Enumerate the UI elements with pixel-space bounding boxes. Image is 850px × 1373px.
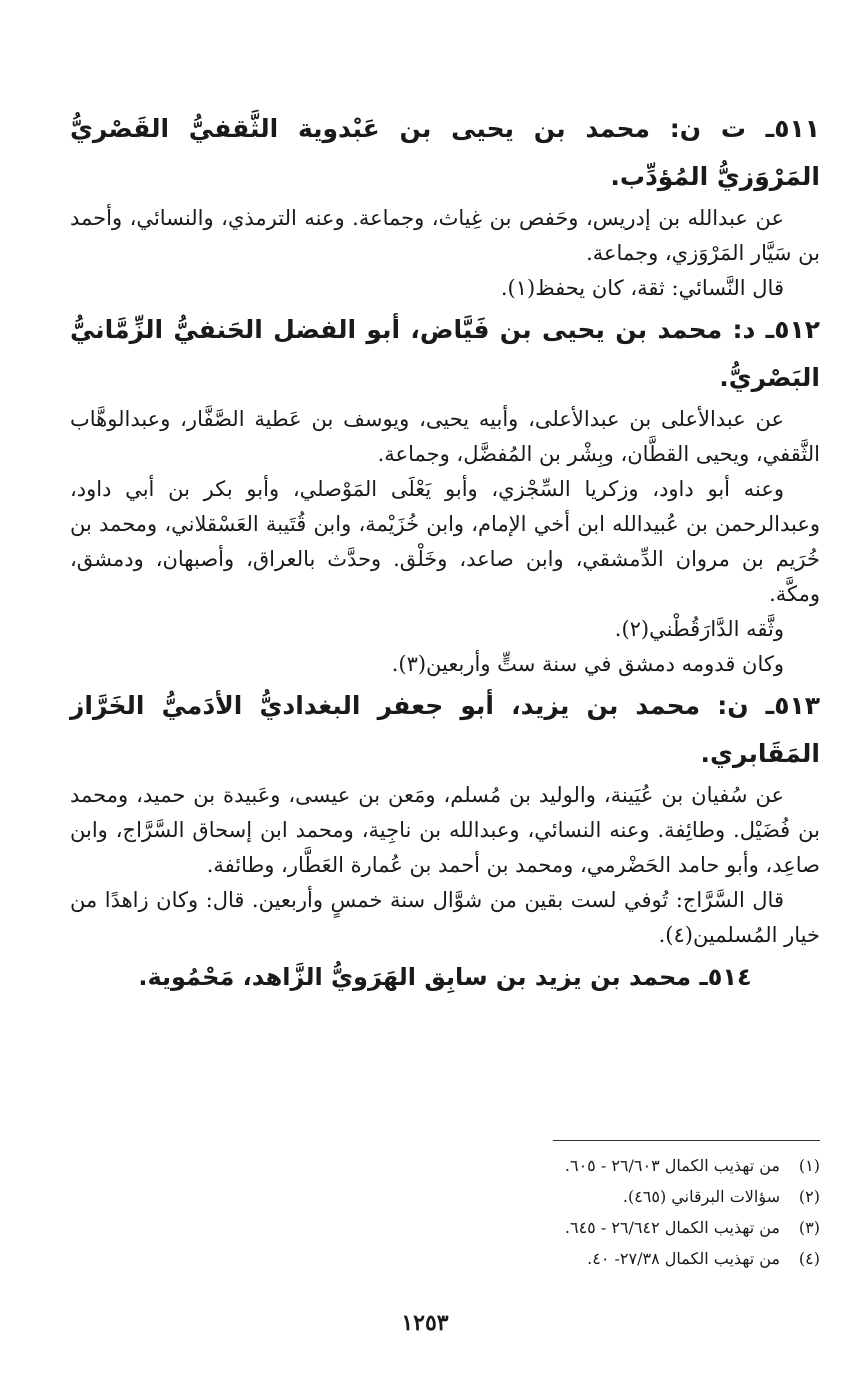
footnote-item [70,1212,820,1243]
footnote-number: (١) [798,1156,820,1175]
entry-513-paragraph: عن سُفيان بن عُيَينة، والوليد بن مُسلم، ومَعن بن عيسى، وعَبيدة بن حميد، ومحمد بن فُضَيْل. وطائِفة. وعنه النسائي، وعبدالله بن ناجِية، ومحمد ابن إسحاق السَّرَّاج، وابن صاعِد، وأبو حامد الحَضْرمي، ومحمد بن أحمد بن عُمارة العَطَّار، وطائفة. [70,783,820,877]
entry-heading-511: ٥١١ـ ت ن: محمد بن يحيى بن عَبْدوية الثَّقفيُّ القَصْريُّ المَرْوَزيُّ المُؤدِّب. [70,114,820,191]
entry-512-paragraph: وكان قدومه دمشق في سنة ستٍّ وأربعين(٣). [391,652,784,676]
entry-heading-513: ٥١٣ـ ن: محمد بن يزيد، أبو جعفر البغداديُّ الأدَميُّ الخَرَّاز المَقَابري. [70,691,820,768]
footnote-number: (٣) [798,1218,820,1237]
footnote-number: (٢) [798,1187,820,1206]
entry-512-paragraph: وثَّقه الدَّارَقُطْني(٢). [614,617,784,641]
footnote-text: سؤالات البرقاني (٤٦٥). [622,1187,780,1206]
footnote-item [70,1150,820,1181]
footnote-item [70,1243,820,1274]
footnotes [70,1150,820,1274]
entry-511-paragraph: عن عبدالله بن إدريس، وحَفص بن غِياث، وجماعة. وعنه الترمذي، والنسائي، وأحمد بن سَيَّار المَرْوَزي، وجماعة. [70,206,820,265]
entry-511-paragraph: قال النَّسائي: ثقة، كان يحفظ(١). [500,276,784,300]
page-body [70,105,820,1001]
entry-512-paragraph: وعنه أبو داود، وزكريا السِّجْزي، وأبو يَعْلَى المَوْصلي، وأبو بكر بن أبي داود، وعبدالرحمن بن عُبيدالله ابن أخي الإمام، وابن خُزَيْمة، وابن قُتَيبة العَسْقلاني، ومحمد بن خُرَيم بن مروان الدِّمشقي، وابن صاعد، وخَلْق. وحدَّث بالعراق، وأصبهان، ودمشق، ومكَّة. [70,477,820,606]
footnote-text: من تهذيب الكمال ٢٧/٣٨- ٤٠. [587,1249,780,1268]
entry-heading-514: ٥١٤ـ محمد بن يزيد بن سابِق الهَرَويُّ الزَّاهد، مَحْمُوية. [138,963,752,991]
entry-heading-512: ٥١٢ـ د: محمد بن يحيى بن فَيَّاض، أبو الفضل الحَنفيُّ الزِّمَّانيُّ البَصْريُّ. [70,315,820,392]
entry-512-paragraph: عن عبدالأعلى بن عبدالأعلى، وأبيه يحيى، ويوسف بن عَطية الصَّفَّار، وعبدالوهَّاب الثَّقفي، ويحيى القطَّان، وبِشْر بن المُفضَّل، وجماعة. [70,407,820,466]
footnote-number: (٤) [798,1249,820,1268]
footnote-divider [553,1140,820,1141]
footnote-text: من تهذيب الكمال ٢٦/٦٤٢ - ٦٤٥. [564,1218,780,1237]
footnote-item [70,1181,820,1212]
entry-513-paragraph: قال السَّرَّاج: تُوفي لست بقين من شوَّال سنة خمسٍ وأربعين. قال: وكان زاهدًا من خيار المُسلمين(٤). [70,888,820,947]
footnote-text: من تهذيب الكمال ٢٦/٦٠٣ - ٦٠٥. [564,1156,780,1175]
page-number: ١٢٥٣ [401,1310,449,1336]
